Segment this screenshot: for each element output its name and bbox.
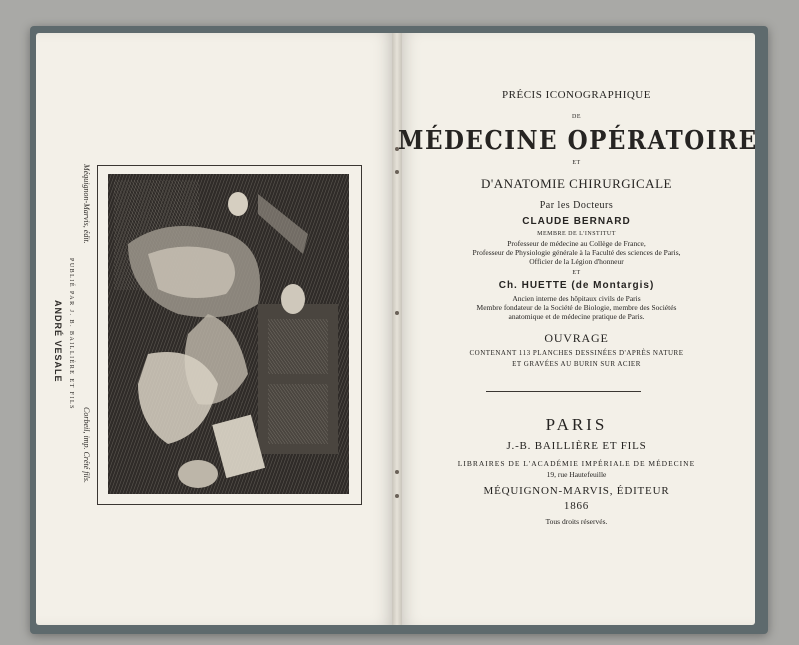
publisher-line: LIBRAIRES DE L'ACADÉMIE IMPÉRIALE DE MÉDECINE (457, 459, 696, 468)
caption-publisher: Méquignon-Marvis, édit. (82, 164, 91, 244)
engraving-illustration (108, 174, 349, 494)
caption-name: ANDRÉ VESALE (53, 300, 63, 383)
contents-line: ET GRAVÉES AU BURIN SUR ACIER (512, 360, 641, 368)
address: 19, rue Hautefeuille (546, 470, 607, 479)
author-1-desc-line: Officier de la Légion d'honneur (529, 257, 624, 266)
author-1-desc-line: Professeur de médecine au Collège de France, (507, 239, 646, 248)
city: PARIS (545, 415, 608, 434)
pre-title: PRÉCIS ICONOGRAPHIQUE (502, 89, 651, 101)
divider-rule (486, 391, 641, 392)
rights: Tous droits réservés. (545, 517, 608, 526)
author-2-desc-line: Membre fondateur de la Société de Biologie, membre des Sociétés (476, 303, 677, 312)
et-connector: ET (572, 270, 581, 276)
caption-published-by: PUBLIÉ PAR J. B. BAILLIÈRE ET FILS (68, 258, 74, 411)
frontispiece-engraving (108, 174, 349, 494)
author-1-role: MEMBRE DE L'INSTITUT (537, 231, 616, 237)
de-connector: DE (572, 114, 581, 120)
publisher: J.-B. BAILLIÈRE ET FILS (506, 440, 647, 452)
author-2-desc-line: Ancien interne des hôpitaux civils de Paris (512, 294, 641, 303)
contents-line: CONTENANT 113 PLANCHES DESSINÉES D'APRÈS NATURE (469, 349, 684, 357)
author-1-name: CLAUDE BERNARD (522, 216, 631, 227)
ouvrage-heading: OUVRAGE (544, 331, 609, 345)
year: 1866 (563, 500, 590, 512)
et-connector: ET (572, 160, 581, 166)
author-1-desc-line: Professeur de Physiologie générale à la Faculté des sciences de Paris, (472, 248, 681, 257)
book-gutter (392, 33, 402, 625)
main-title: MÉDECINE OPÉRATOIRE (398, 124, 758, 157)
author-2-desc-line: anatomique et de médecine pratique de Paris. (508, 312, 645, 321)
caption-printer: Corbeil, imp. Crété fils. (82, 407, 91, 483)
author-2-name: Ch. HUETTE (de Montargis) (498, 280, 655, 291)
title-page (398, 33, 758, 625)
sub-title: D'ANATOMIE CHIRURGICALE (481, 176, 672, 191)
editor: MÉQUIGNON-MARVIS, ÉDITEUR (483, 485, 670, 497)
by-line: Par les Docteurs (539, 200, 614, 211)
binding-stitch (395, 170, 399, 174)
